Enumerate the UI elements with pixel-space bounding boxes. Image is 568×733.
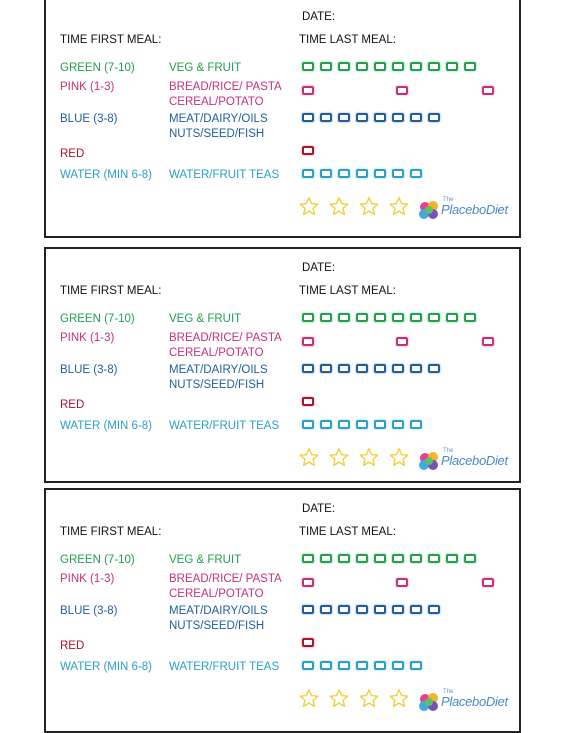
water-checkbox[interactable] <box>338 420 350 429</box>
green-checkbox[interactable] <box>392 62 404 71</box>
pink-food-label-2: CEREAL/POTATO <box>169 588 264 600</box>
green-checkbox[interactable] <box>302 554 314 563</box>
blue-checkbox[interactable] <box>338 364 350 373</box>
water-checkbox[interactable] <box>374 169 386 178</box>
green-checkbox[interactable] <box>410 554 422 563</box>
blue-checkbox[interactable] <box>356 605 368 614</box>
water-checkbox[interactable] <box>374 661 386 670</box>
green-checkboxes <box>302 313 482 322</box>
green-checkboxes <box>302 62 482 71</box>
star-icon[interactable] <box>328 688 350 709</box>
pink-checkbox[interactable] <box>482 337 494 346</box>
date-label: DATE: <box>302 503 336 515</box>
pink-checkbox[interactable] <box>396 86 408 95</box>
pink-food-label-2: CEREAL/POTATO <box>169 96 264 108</box>
green-checkbox[interactable] <box>410 62 422 71</box>
green-checkbox[interactable] <box>338 554 350 563</box>
water-label: WATER (MIN 6-8) <box>60 420 152 432</box>
time-last-meal-label: TIME LAST MEAL: <box>299 526 396 538</box>
time-first-meal-label: TIME FIRST MEAL: <box>60 34 162 46</box>
green-checkbox[interactable] <box>392 554 404 563</box>
logo-name: PlaceboDiet <box>441 694 508 709</box>
daily-tracker-card-3 <box>44 488 521 733</box>
blue-checkbox[interactable] <box>320 113 332 122</box>
pink-food-label-1: BREAD/RICE/ PASTA <box>169 81 282 93</box>
pink-checkbox[interactable] <box>396 578 408 587</box>
blue-food-label-1: MEAT/DAIRY/OILS <box>169 113 268 125</box>
water-checkbox[interactable] <box>392 420 404 429</box>
flower-icon <box>417 199 441 223</box>
green-food-label: VEG & FRUIT <box>169 554 242 566</box>
red-label: RED <box>60 148 85 160</box>
pink-food-label-1: BREAD/RICE/ PASTA <box>169 573 282 585</box>
water-checkbox[interactable] <box>356 420 368 429</box>
green-checkboxes <box>302 554 482 563</box>
placebo-diet-logo <box>417 690 507 716</box>
water-food-label: WATER/FRUIT TEAS <box>169 661 280 673</box>
star-icon[interactable] <box>298 688 320 709</box>
pink-checkbox[interactable] <box>302 86 314 95</box>
green-checkbox[interactable] <box>428 62 440 71</box>
logo-name: PlaceboDiet <box>441 453 508 468</box>
blue-checkbox[interactable] <box>410 364 422 373</box>
pink-food-label-2: CEREAL/POTATO <box>169 347 264 359</box>
blue-checkbox[interactable] <box>374 113 386 122</box>
star-icon[interactable] <box>298 447 320 468</box>
blue-label: BLUE (3-8) <box>60 605 118 617</box>
water-checkboxes <box>302 661 428 670</box>
green-checkbox[interactable] <box>302 62 314 71</box>
blue-checkbox[interactable] <box>428 364 440 373</box>
daily-tracker-card-1 <box>44 0 521 238</box>
blue-food-label-1: MEAT/DAIRY/OILS <box>169 364 268 376</box>
green-checkbox[interactable] <box>446 62 458 71</box>
water-label: WATER (MIN 6-8) <box>60 661 152 673</box>
red-checkbox[interactable] <box>302 397 314 406</box>
green-checkbox[interactable] <box>392 313 404 322</box>
blue-food-label-2: NUTS/SEED/FISH <box>169 128 265 140</box>
daily-tracker-card-2 <box>44 247 521 483</box>
time-last-meal-label: TIME LAST MEAL: <box>299 34 396 46</box>
flower-icon <box>417 691 441 715</box>
blue-checkbox[interactable] <box>392 364 404 373</box>
green-checkbox[interactable] <box>464 313 476 322</box>
pink-checkbox[interactable] <box>302 337 314 346</box>
star-icon[interactable] <box>388 447 410 468</box>
water-checkboxes <box>302 169 428 178</box>
water-food-label: WATER/FRUIT TEAS <box>169 420 280 432</box>
time-first-meal-label: TIME FIRST MEAL: <box>60 285 162 297</box>
blue-checkbox[interactable] <box>374 605 386 614</box>
red-label: RED <box>60 399 85 411</box>
blue-checkbox[interactable] <box>392 605 404 614</box>
logo-small-text: The <box>443 689 454 695</box>
green-checkbox[interactable] <box>446 554 458 563</box>
blue-checkbox[interactable] <box>302 364 314 373</box>
blue-checkbox[interactable] <box>320 364 332 373</box>
blue-checkbox[interactable] <box>428 605 440 614</box>
rating-stars <box>298 196 418 217</box>
green-checkbox[interactable] <box>464 62 476 71</box>
blue-checkbox[interactable] <box>356 113 368 122</box>
green-food-label: VEG & FRUIT <box>169 62 242 74</box>
green-label: GREEN (7-10) <box>60 62 135 74</box>
date-label: DATE: <box>302 262 336 274</box>
blue-checkbox[interactable] <box>338 605 350 614</box>
blue-checkbox[interactable] <box>410 113 422 122</box>
logo-name: PlaceboDiet <box>441 202 508 217</box>
water-food-label: WATER/FRUIT TEAS <box>169 169 280 181</box>
star-icon[interactable] <box>328 196 350 217</box>
green-checkbox[interactable] <box>464 554 476 563</box>
water-checkbox[interactable] <box>302 169 314 178</box>
green-checkbox[interactable] <box>428 313 440 322</box>
water-checkbox[interactable] <box>392 169 404 178</box>
logo-small-text: The <box>443 197 454 203</box>
blue-label: BLUE (3-8) <box>60 113 118 125</box>
blue-checkbox[interactable] <box>320 605 332 614</box>
water-checkbox[interactable] <box>302 420 314 429</box>
blue-food-label-2: NUTS/SEED/FISH <box>169 379 265 391</box>
pink-checkbox[interactable] <box>396 337 408 346</box>
blue-checkbox[interactable] <box>356 364 368 373</box>
water-checkbox[interactable] <box>356 169 368 178</box>
blue-checkboxes <box>302 364 446 373</box>
pink-checkbox[interactable] <box>302 578 314 587</box>
pink-label: PINK (1-3) <box>60 332 115 344</box>
water-checkbox[interactable] <box>356 661 368 670</box>
pink-label: PINK (1-3) <box>60 81 115 93</box>
pink-food-label-1: BREAD/RICE/ PASTA <box>169 332 282 344</box>
pink-label: PINK (1-3) <box>60 573 115 585</box>
water-checkbox[interactable] <box>320 169 332 178</box>
star-icon[interactable] <box>358 447 380 468</box>
logo-small-text: The <box>443 448 454 454</box>
green-checkbox[interactable] <box>356 313 368 322</box>
blue-checkbox[interactable] <box>410 605 422 614</box>
blue-food-label-2: NUTS/SEED/FISH <box>169 620 265 632</box>
time-last-meal-label: TIME LAST MEAL: <box>299 285 396 297</box>
water-checkbox[interactable] <box>338 169 350 178</box>
green-food-label: VEG & FRUIT <box>169 313 242 325</box>
blue-checkboxes <box>302 113 446 122</box>
green-checkbox[interactable] <box>338 62 350 71</box>
star-icon[interactable] <box>358 688 380 709</box>
blue-checkbox[interactable] <box>374 364 386 373</box>
green-checkbox[interactable] <box>320 554 332 563</box>
flower-icon <box>417 450 441 474</box>
pink-checkbox[interactable] <box>482 578 494 587</box>
green-checkbox[interactable] <box>320 313 332 322</box>
placebo-diet-logo <box>417 198 507 224</box>
star-icon[interactable] <box>298 196 320 217</box>
blue-label: BLUE (3-8) <box>60 364 118 376</box>
green-checkbox[interactable] <box>374 313 386 322</box>
rating-stars <box>298 688 418 709</box>
water-label: WATER (MIN 6-8) <box>60 169 152 181</box>
star-icon[interactable] <box>328 447 350 468</box>
green-checkbox[interactable] <box>446 313 458 322</box>
water-checkbox[interactable] <box>302 661 314 670</box>
water-checkbox[interactable] <box>320 420 332 429</box>
green-checkbox[interactable] <box>374 554 386 563</box>
rating-stars <box>298 447 418 468</box>
blue-food-label-1: MEAT/DAIRY/OILS <box>169 605 268 617</box>
green-checkbox[interactable] <box>374 62 386 71</box>
water-checkboxes <box>302 420 428 429</box>
water-checkbox[interactable] <box>410 661 422 670</box>
star-icon[interactable] <box>358 196 380 217</box>
green-checkbox[interactable] <box>410 313 422 322</box>
green-checkbox[interactable] <box>320 62 332 71</box>
green-checkbox[interactable] <box>428 554 440 563</box>
red-checkbox[interactable] <box>302 146 314 155</box>
green-checkbox[interactable] <box>302 313 314 322</box>
pink-checkbox[interactable] <box>482 86 494 95</box>
red-label: RED <box>60 640 85 652</box>
water-checkbox[interactable] <box>338 661 350 670</box>
star-icon[interactable] <box>388 688 410 709</box>
green-checkbox[interactable] <box>356 554 368 563</box>
placebo-diet-logo <box>417 449 507 475</box>
water-checkbox[interactable] <box>410 420 422 429</box>
blue-checkbox[interactable] <box>392 113 404 122</box>
water-checkbox[interactable] <box>392 661 404 670</box>
water-checkbox[interactable] <box>320 661 332 670</box>
blue-checkbox[interactable] <box>302 113 314 122</box>
blue-checkbox[interactable] <box>428 113 440 122</box>
green-checkbox[interactable] <box>356 62 368 71</box>
green-checkbox[interactable] <box>338 313 350 322</box>
water-checkbox[interactable] <box>410 169 422 178</box>
date-label: DATE: <box>302 11 336 23</box>
red-checkbox[interactable] <box>302 638 314 647</box>
blue-checkbox[interactable] <box>338 113 350 122</box>
green-label: GREEN (7-10) <box>60 554 135 566</box>
time-first-meal-label: TIME FIRST MEAL: <box>60 526 162 538</box>
blue-checkbox[interactable] <box>302 605 314 614</box>
green-label: GREEN (7-10) <box>60 313 135 325</box>
star-icon[interactable] <box>388 196 410 217</box>
water-checkbox[interactable] <box>374 420 386 429</box>
blue-checkboxes <box>302 605 446 614</box>
